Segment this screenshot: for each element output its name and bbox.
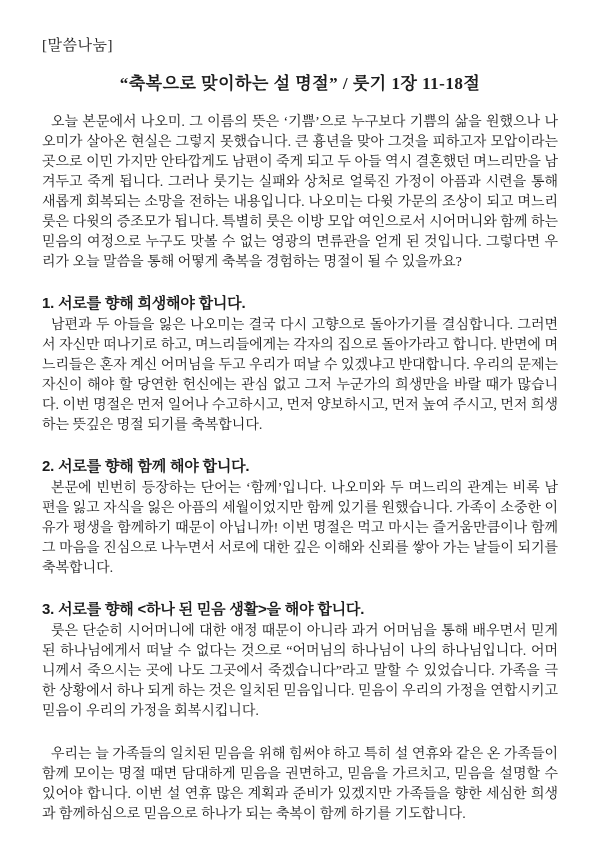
- section-3: [42, 600, 558, 722]
- section-2-body: 본문에 빈번히 등장하는 단어는 ‘함께’입니다. 나오미와 두 며느리의 관계는 비록 남편을 잃고 자식을 잃은 아픔의 세월이었지만 함께 있기를 원했습니다. 가족이 소중한 이유가 평생을 함께하기 때문이 아닙니까! 이번 명절은 먹고 마시는 즐거움만큼이나 함께 그 마음을 진심으로 나누면서 서로에 대한 깊은 이해와 신뢰를 쌓아 가는 날들이 되기를 축복합니다.: [42, 481, 558, 576]
- section-3-body: 룻은 단순히 시어머니에 대한 애정 때문이 아니라 과거 어머님을 통해 배우면서 믿게 된 하나님에게서 떠날 수 없다는 것으로 “어머님의 하나님이 나의 하나님입니다. 어머니께서 죽으시는 곳에 나도 그곳에서 죽겠습니다”라고 말할 수 있었습니다. 가족을 극한 상황에서 하나 되게 하는 것은 일치된 믿음입니다. 믿음이 우리의 가정을 연합시키고 믿음이 우리의 가정을 회복시킵니다.: [42, 624, 558, 719]
- intro-paragraph: 오늘 본문에서 나오미. 그 이름의 뜻은 ‘기쁨’으로 누구보다 기쁨의 삶을 원했으나 나오미가 살아온 현실은 그렇지 못했습니다. 큰 흉년을 맞아 그것을 피하고자 모압이라는 곳으로 이민 가지만 안타깝게도 남편이 죽게 되고 두 아들 역시 결혼했던 며느리만을 남겨두고 죽게 됩니다. 그러나 룻기는 실패와 상처로 얼룩진 가정이 아픔과 시련을 통해 새롭게 회복되는 소망을 전하는 내용입니다. 나오미는 다윗 가문의 조상이 되고 며느리 룻은 다윗의 증조모가 됩니다. 특별히 룻은 이방 모압 여인으로서 시어머니와 함께 하는 믿음의 여정으로 누구도 맛볼 수 없는 영광의 면류관을 얻게 된 것입니다. 그렇다면 우리가 오늘 말씀을 통해 어떻게 축복을 경험하는 명절이 될 수 있을까요?: [42, 115, 558, 270]
- page-title: “축복으로 맞이하는 설 명절” / 룻기 1장 11-18절: [119, 74, 481, 93]
- section-label: [말씀나눔]: [42, 38, 113, 54]
- section-1: [42, 294, 558, 436]
- section-2-heading: 2. 서로를 향해 함께 해야 합니다.: [42, 458, 250, 475]
- section-2: [42, 457, 558, 579]
- section-1-heading: 1. 서로를 향해 희생해야 합니다.: [42, 295, 246, 312]
- section-3-heading: 3. 서로를 향해 <하나 된 믿음 생활>을 해야 합니다.: [42, 601, 365, 618]
- section-1-body: 남편과 두 아들을 잃은 나오미는 결국 다시 고향으로 돌아가기를 결심합니다. 그러면서 자신만 떠나기로 하고, 며느리들에게는 각자의 집으로 돌아가라고 합니다. 반면에 며느리들은 혼자 계신 어머님을 두고 우리가 떠날 수 있겠냐고 반대합니다. 우리의 문제는 자신이 해야 할 당연한 헌신에는 관심 없고 그저 누군가의 희생만을 바랄 때가 많습니다. 이번 명절은 먼저 일어나 수고하시고, 먼저 양보하시고, 먼저 높여 주시고, 먼저 희생하는 뜻깊은 명절 되기를 축복합니다.: [42, 318, 558, 433]
- closing-paragraph: 우리는 늘 가족들의 일치된 믿음을 위해 힘써야 하고 특히 설 연휴와 같은 온 가족들이 함께 모이는 명절 때면 담대하게 믿음을 권면하고, 믿음을 가르치고, 믿음을 설명할 수 있어야 합니다. 이번 설 연휴 많은 계획과 준비가 있겠지만 가족들을 향한 세심한 희생과 함께하심으로 믿음으로 하나가 되는 축복이 함께 하기를 기도합니다.: [42, 747, 558, 822]
